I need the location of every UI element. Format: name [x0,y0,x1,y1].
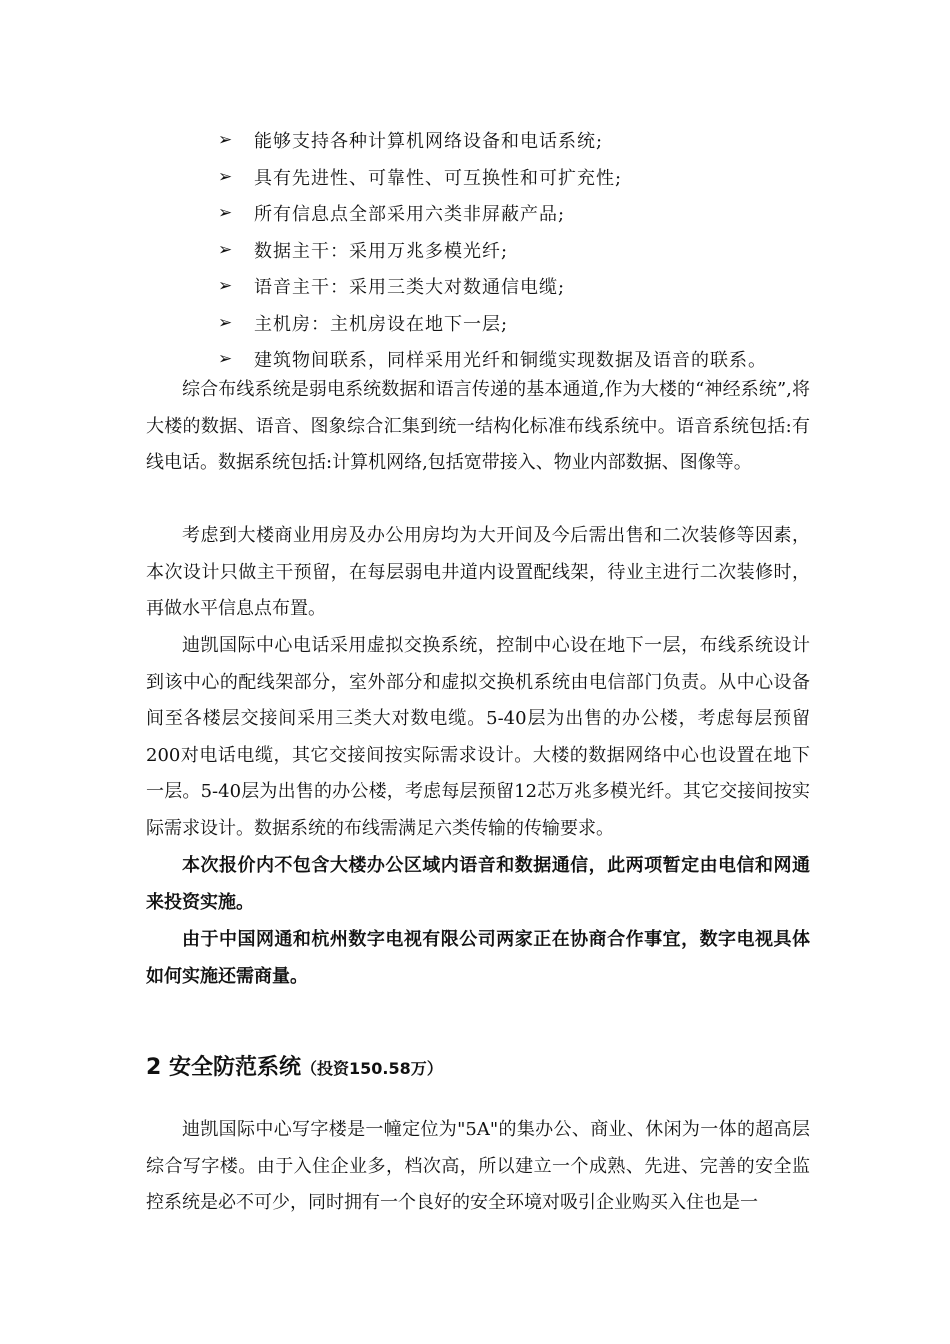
list-item-text: 能够支持各种计算机网络设备和电话系统; [254,131,604,153]
arrow-bullet-icon: ➢ [218,239,234,260]
paragraph-security-intro: 迪凯国际中心写字楼是一幢定位为"5A"的集办公、商业、休闲为一体的超高层综合写字楼。由于入住企业多，档次高，所以建立一个成熟、先进、完善的安全监控系统是必不可少，同时拥有一个良好的安全环境对吸引企业购买入住也是一 [146,1119,810,1213]
list-item [218,305,838,342]
list-item [218,268,838,305]
section-heading [146,1050,443,1081]
section-investment: （投资150.58万） [300,1059,443,1078]
arrow-bullet-icon: ➢ [218,349,234,370]
list-item [218,159,838,196]
arrow-bullet-icon: ➢ [218,276,234,297]
paragraph-backbone-reservation: 考虑到大楼商业用房及办公用房均为大开间及今后需出售和二次装修等因素，本次设计只做主干预留，在每层弱电井道内设置配线架，待业主进行二次装修时，再做水平信息点布置。 [146,525,810,619]
list-item [218,122,838,159]
paragraph-quote-exclusion: 本次报价内不包含大楼办公区域内语音和数据通信，此两项暂定由电信和网通来投资实施。 [146,855,810,913]
list-item-text: 语音主干：采用三类大对数通信电缆; [254,277,566,299]
list-item-text: 具有先进性、可靠性、可互换性和可扩充性; [254,167,623,189]
paragraph-digital-tv: 由于中国网通和杭州数字电视有限公司两家正在协商合作事宜，数字电视具体如何实施还需商量。 [146,929,810,987]
arrow-bullet-icon: ➢ [218,130,234,151]
arrow-bullet-icon: ➢ [218,166,234,187]
paragraph-telephone-system: 迪凯国际中心电话采用虚拟交换系统，控制中心设在地下一层，布线系统设计到该中心的配线架部分，室外部分和虚拟交换机系统由电信部门负责。从中心设备间至各楼层交接间采用三类大对数电缆。5-40层为出售的办公楼，考虑每层预留200对电话电缆，其它交接间按实际需求设计。大楼的数据网络中心也设置在地下一层。5-40层为出售的办公楼，考虑每层预留12芯万兆多模光纤。其它交接间按实际需求设计。数据系统的布线需满足六类传输的传输要求。 [146,635,810,839]
list-item-text: 建筑物间联系，同样采用光纤和铜缆实现数据及语音的联系。 [254,350,767,372]
list-item-text: 所有信息点全部采用六类非屏蔽产品; [254,204,566,226]
section-title: 2 安全防范系统 [146,1055,301,1080]
bullet-list [218,122,838,378]
list-item [218,195,838,232]
arrow-bullet-icon: ➢ [218,312,234,333]
list-item [218,232,838,269]
arrow-bullet-icon: ➢ [218,203,234,224]
list-item-text: 数据主干：采用万兆多模光纤; [254,240,509,262]
list-item-text: 主机房：主机房设在地下一层; [254,313,509,335]
paragraph-cabling-overview: 综合布线系统是弱电系统数据和语言传递的基本通道,作为大楼的“神经系统”,将大楼的数据、语音、图象综合汇集到统一结构化标准布线系统中。语音系统包括:有线电话。数据系统包括:计算机网络,包括宽带接入、物业内部数据、图像等。 [146,379,810,473]
